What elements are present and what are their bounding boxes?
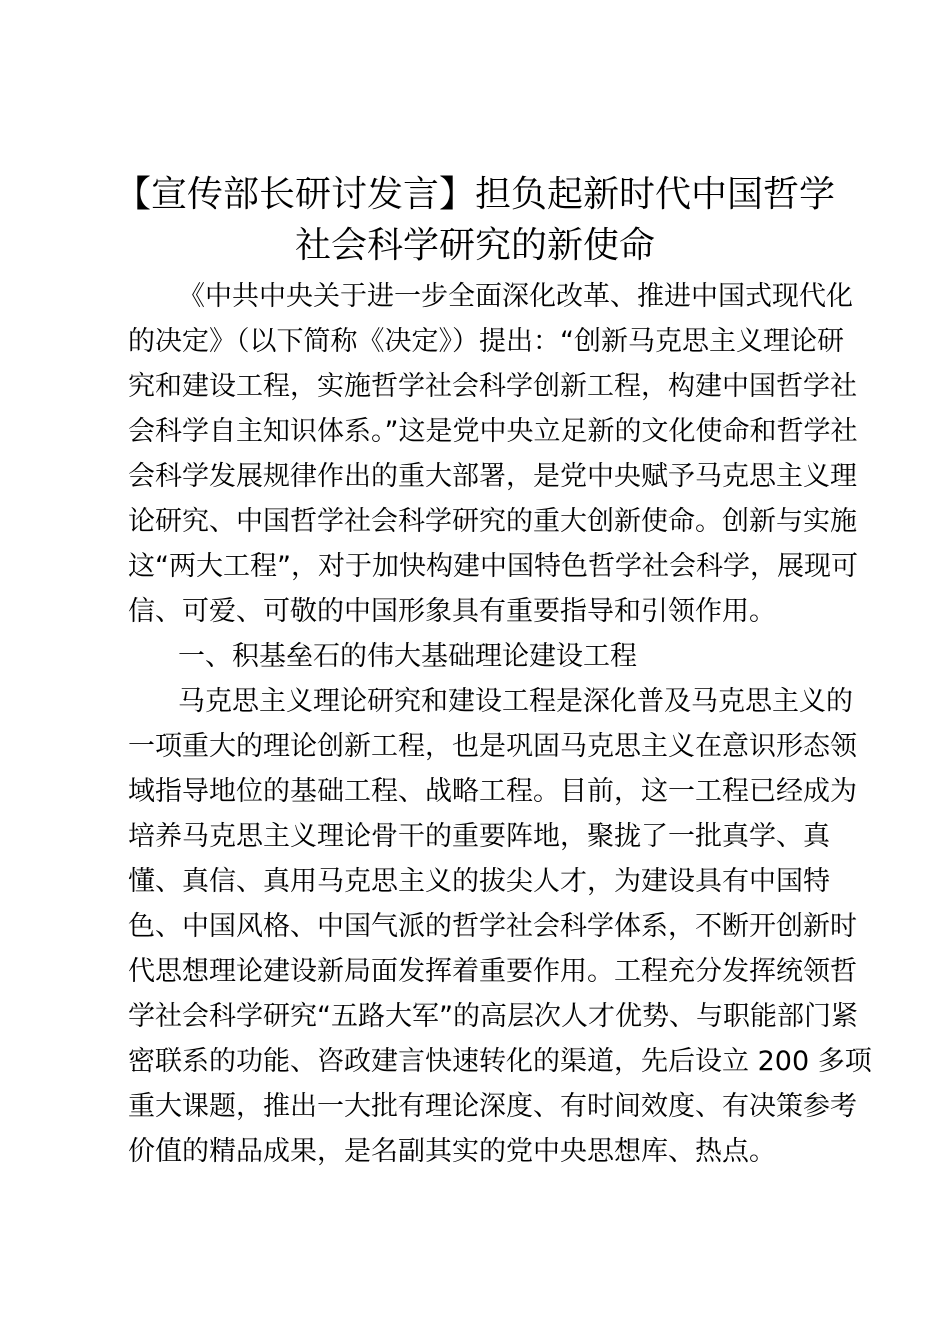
paragraph-line: 代思想理论建设新局面发挥着重要作用。工程充分发挥统领哲 <box>128 956 857 987</box>
paragraph-line: 一项重大的理论创新工程，也是巩固马克思主义在意识形态领 <box>128 731 857 762</box>
paragraph-line: 论研究、中国哲学社会科学研究的重大创新使命。创新与实施 <box>128 506 857 537</box>
paragraph-line: 究和建设工程，实施哲学社会科学创新工程，构建中国哲学社 <box>128 371 857 402</box>
paragraph-line: 学社会科学研究“五路大军”的高层次人才优势、与职能部门紧 <box>128 1001 858 1032</box>
paragraph-line: 信、可爱、可敬的中国形象具有重要指导和引领作用。 <box>128 596 776 627</box>
paragraph-line: 价值的精品成果，是名副其实的党中央思想库、热点。 <box>128 1136 776 1167</box>
paragraph-line: 的决定》（以下简称《决定》）提出：“创新马克思主义理论研 <box>128 326 844 357</box>
document-title-line-2: 社会科学研究的新使命 <box>294 225 655 266</box>
paragraph-line: 这“两大工程”，对于加快构建中国特色哲学社会科学，展现可 <box>128 551 858 582</box>
document-title-line-1: 【宣传部长研讨发言】担负起新时代中国哲学 <box>114 174 835 215</box>
paragraph-line: 培养马克思主义理论骨干的重要阵地，聚拢了一批真学、真 <box>128 821 830 852</box>
paragraph-line: 马克思主义理论研究和建设工程是深化普及马克思主义的 <box>178 686 853 717</box>
paragraph-line: 重大课题，推出一大批有理论深度、有时间效度、有决策参考 <box>128 1091 857 1122</box>
paragraph-line: 色、中国风格、中国气派的哲学社会科学体系，不断开创新时 <box>128 911 857 942</box>
paragraph-line: 会科学自主知识体系。”这是党中央立足新的文化使命和哲学社 <box>128 416 858 447</box>
section-heading: 一、积基垒石的伟大基础理论建设工程 <box>178 641 637 672</box>
paragraph-line: 懂、真信、真用马克思主义的拔尖人才，为建设具有中国特 <box>128 866 830 897</box>
paragraph-line: 域指导地位的基础工程、战略工程。目前，这一工程已经成为 <box>128 776 857 807</box>
paragraph-line: 密联系的功能、咨政建言快速转化的渠道，先后设立 200 多项 <box>128 1046 872 1077</box>
paragraph-line: 会科学发展规律作出的重大部署，是党中央赋予马克思主义理 <box>128 461 857 492</box>
paragraph-line: 《中共中央关于进一步全面深化改革、推进中国式现代化 <box>178 281 853 312</box>
